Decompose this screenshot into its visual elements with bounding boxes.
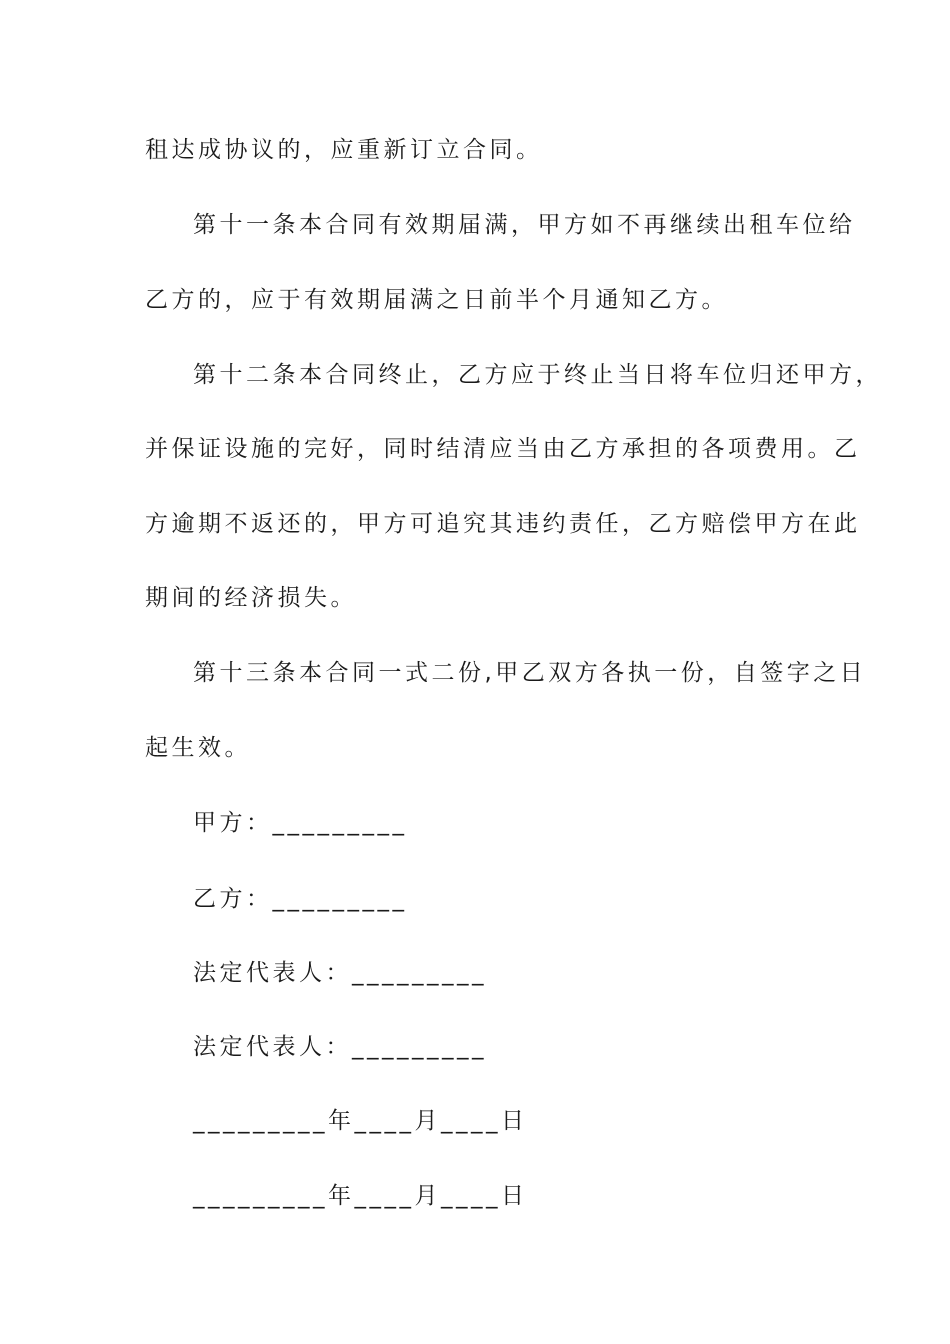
signature-party-a: 甲方：_________ — [193, 810, 408, 836]
paragraph-line: 第十二条本合同终止，乙方应于终止当日将车位归还甲方， — [193, 362, 882, 388]
signature-date-a: _________年____月____日 — [193, 1108, 528, 1134]
paragraph-line: 并保证设施的完好，同时结清应当由乙方承担的各项费用。乙 — [145, 436, 861, 462]
paragraph-line: 第十一条本合同有效期届满，甲方如不再继续出租车位给 — [193, 212, 856, 238]
paragraph-line: 第十三条本合同一式二份,甲乙双方各执一份，自签字之日 — [193, 660, 867, 686]
signature-party-b: 乙方：_________ — [193, 886, 408, 912]
paragraph-line: 起生效。 — [145, 735, 251, 761]
signature-date-b: _________年____月____日 — [193, 1183, 528, 1209]
paragraph-line: 租达成协议的，应重新订立合同。 — [145, 137, 543, 163]
signature-legal-rep-a: 法定代表人：_________ — [193, 960, 487, 986]
paragraph-line: 乙方的，应于有效期届满之日前半个月通知乙方。 — [145, 287, 728, 313]
paragraph-line: 方逾期不返还的，甲方可追究其违约责任，乙方赔偿甲方在此 — [145, 511, 861, 537]
signature-legal-rep-b: 法定代表人：_________ — [193, 1034, 487, 1060]
paragraph-line: 期间的经济损失。 — [145, 585, 357, 611]
